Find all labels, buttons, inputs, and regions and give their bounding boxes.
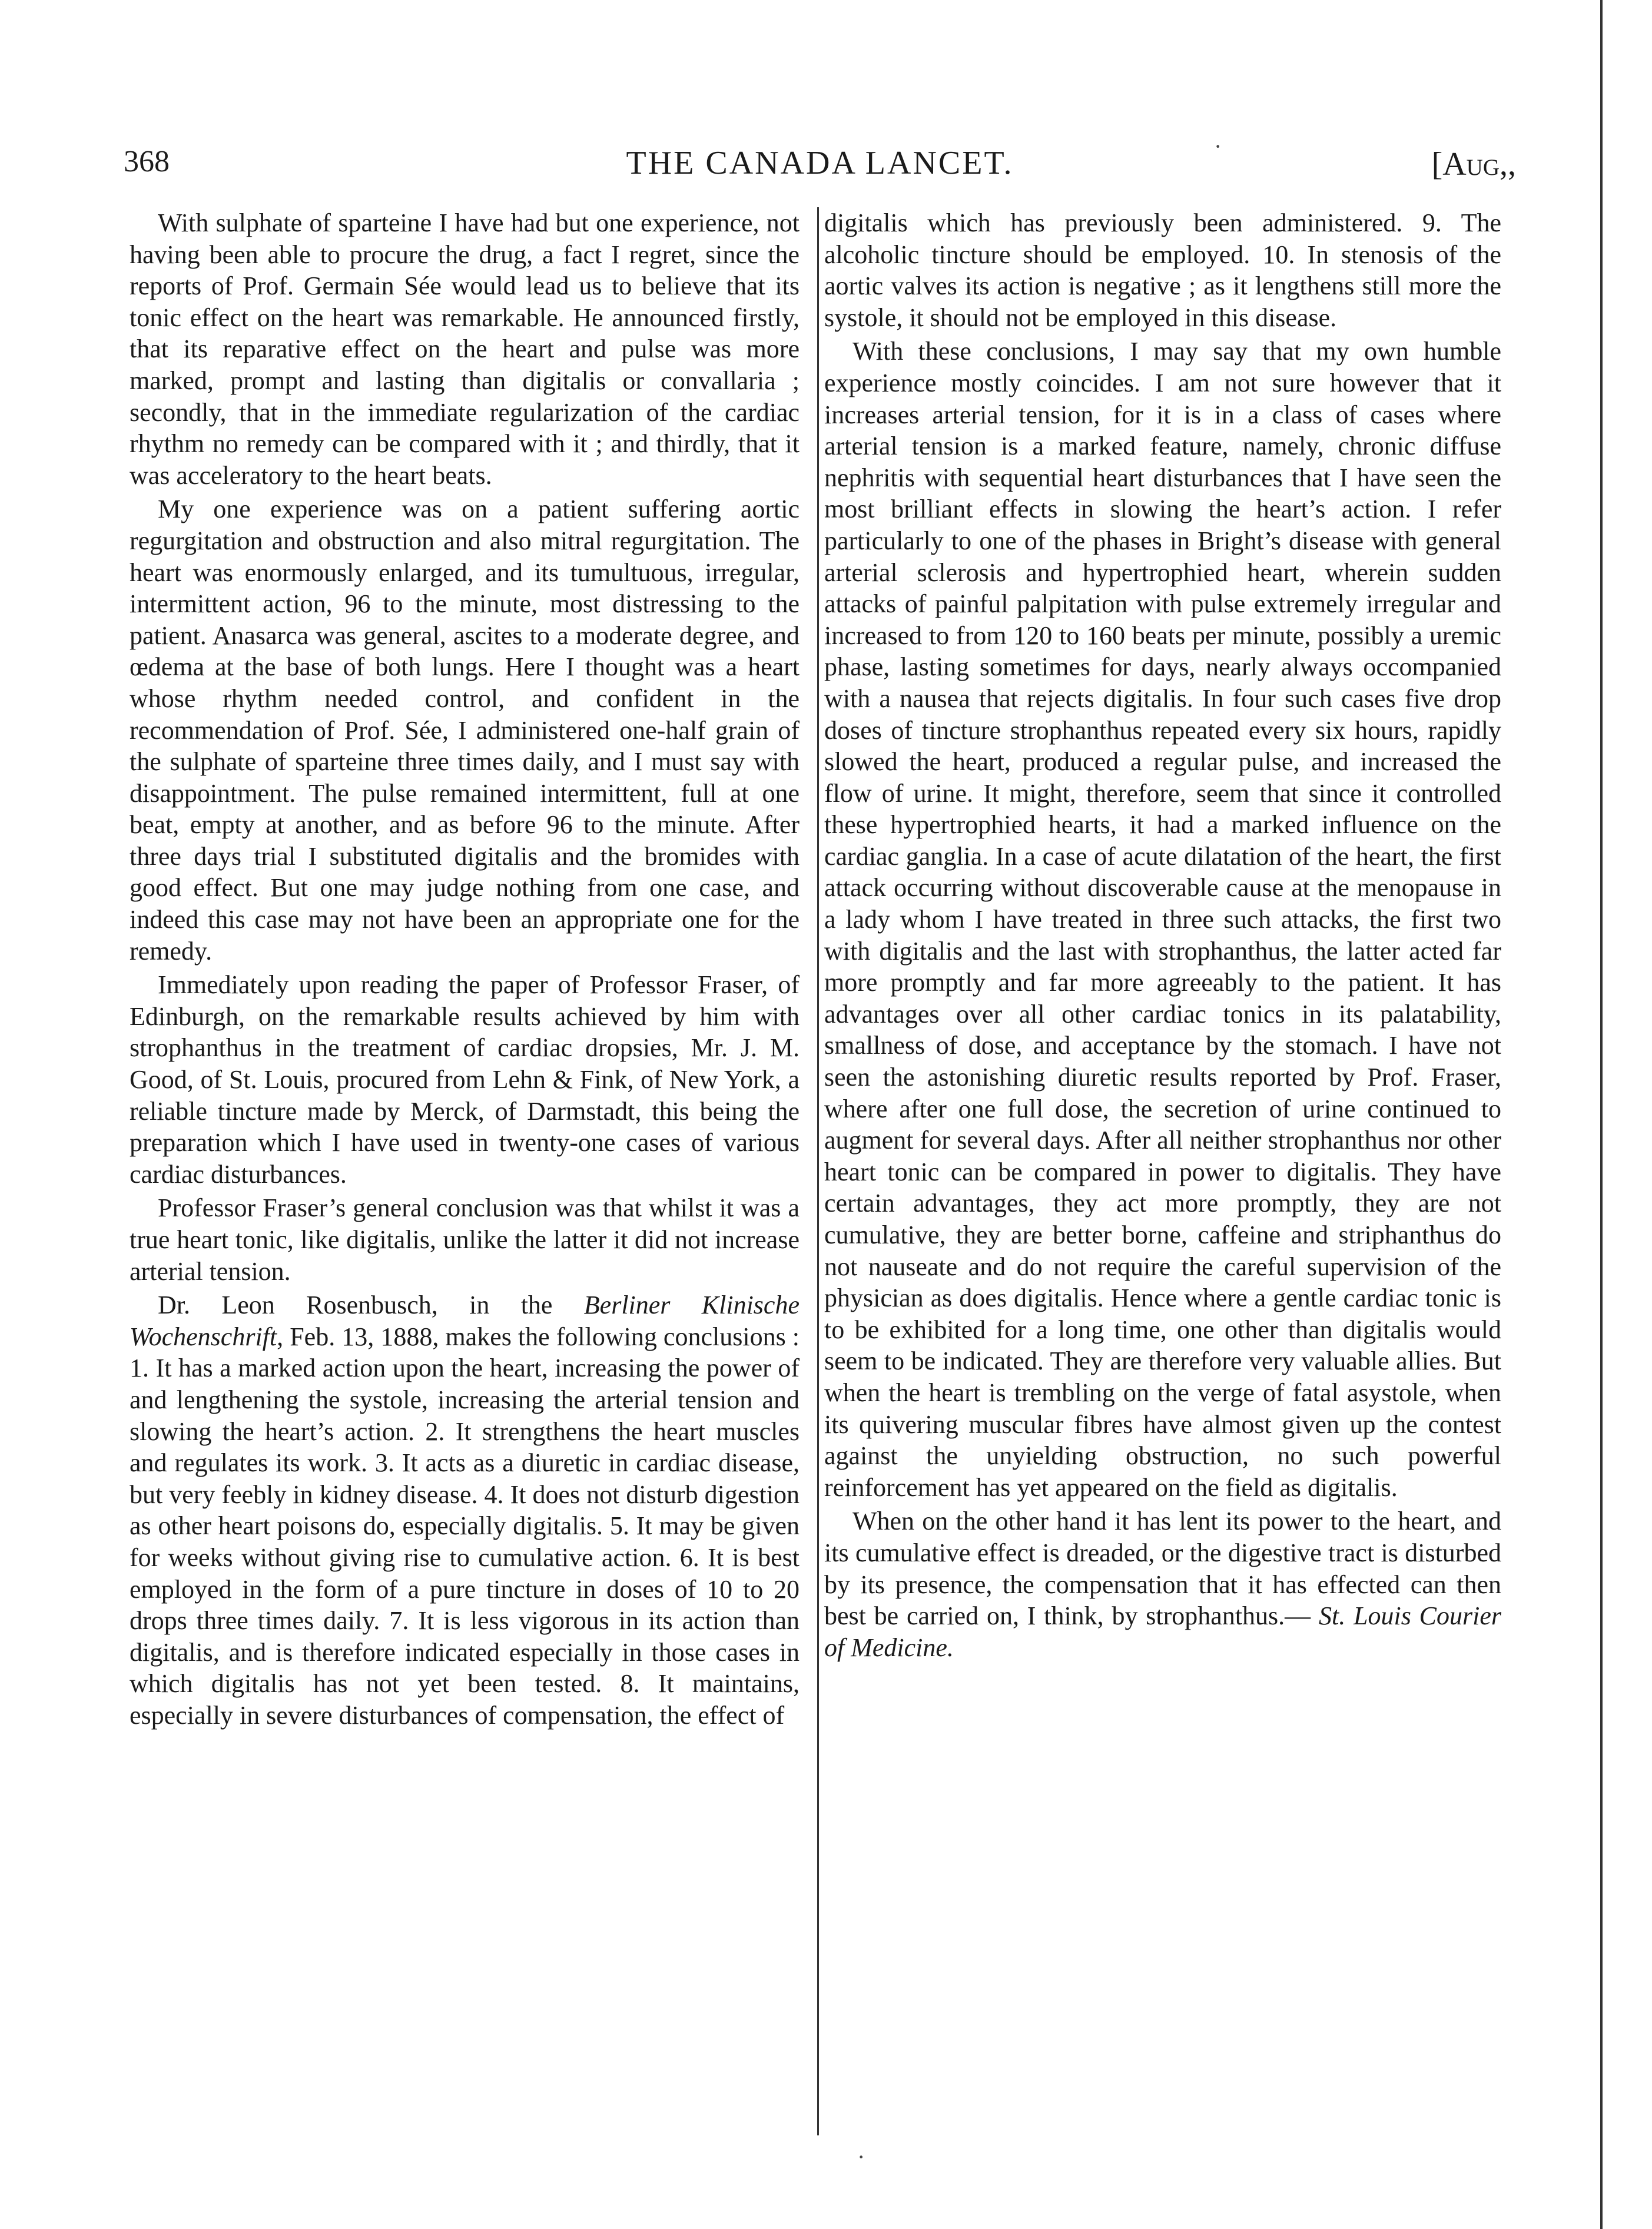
print-speck: · xyxy=(857,2144,865,2170)
right-column xyxy=(824,207,1501,1663)
rosenbusch-list: , Feb. 13, 1888, makes the following conclusions : 1. It has a marked action upon the heart, increasing the power of and lengthening the systole, increasing the arterial tension and slowing the heart’s action. 2. It strengthens the heart muscles and regulates its work. 3. It acts as a diuretic in cardiac disease, but very feebly in kidney disease. 4. It does not disturb digestion as other heart poisons do, especially digitalis. 5. It may be given for weeks without giving rise to cumulative action. 6. It is best employed in the form of a pure tincture in doses of 10 to 20 drops three times daily. 7. It is less vigorous in its action than digitalis, and is therefore indicated especially in those cases in which digitalis has not yet been tested. 8. It maintains, especially in severe disturbances of compensation, the effect of xyxy=(130,1322,800,1730)
paragraph-sparteine-experience: With sulphate of sparteine I have had but one experience, not having been able to procure the drug, a fact I regret, since the reports of Prof. Germain Sée would lead us to believe that its tonic effect on the heart was remarkable. He announced firstly, that its reparative effect on the heart and pulse was more marked, prompt and lasting than digitalis or convallaria ; secondly, that in the immediate regularization of the cardiac rhythm no remedy can be compared with it ; and thirdly, that it was acceleratory to the heart beats. xyxy=(130,208,800,490)
paragraph-fraser-conclusion: Professor Fraser’s general conclusion was that whilst it was a true heart tonic, like digitalis, unlike the latter it did not increase arterial tension. xyxy=(130,1193,800,1286)
journal-citation: Berliner Klinische Wochenschrift xyxy=(130,1291,800,1351)
paragraph-author-experience: With these conclusions, I may say that my own humble experience mostly coincides. I am not sure however that it increases arterial tension, for it is in a class of cases where arterial tension is a marked feature, namely, chronic diffuse nephritis with sequential heart disturbances that I have seen the most brilliant effects in slowing the heart’s action. I refer particularly to one of the phases in Bright’s disease with general arterial sclerosis and hypertrophied heart, wherein sudden attacks of painful palpitation with pulse extremely irregular and increased to from 120 to 160 beats per minute, possibly a uremic phase, lasting sometimes for days, nearly always occompanied with a nausea that rejects digitalis. In four such cases five drop doses of tincture strophanthus repeated every six hours, rapidly slowed the heart, produced a regular pulse, and increased the flow of urine. It might, therefore, seem that since it controlled these hypertrophied hearts, it had a marked influence on the cardiac ganglia. In a case of acute dilatation of the heart, the first attack occurring without discoverable cause at the menopause in a lady whom I have treated in three such attacks, the first two with digitalis and the last with strophanthus, the latter acted far more promptly and far more agreeably to the patient. It has advantages over all other cardiac tonics in its palatability, smallness of dose, and acceptance by the stomach. I have not seen the astonishing diuretic results reported by Prof. Fraser, where after one full dose, the secretion of urine continued to augment for several days. After all neither strophanthus nor other heart tonic can be compared in power to digitalis. They have certain advantages, they act more promptly, they are not cumulative, they are better borne, caffeine and striphanthus do not nauseate and do not require the careful supervision of the physician as does digitalis. Hence where a gentle cardiac tonic is to be exhibited for a long time, one other than digitalis would seem to be indicated. They are therefore very valuable allies. But when the heart is trembling on the verge of fatal asystole, when its quivering muscular fibres have almost given up the contest against the unyielding obstruction, no such powerful reinforcement has yet appeared on the field as digitalis. xyxy=(824,337,1501,1502)
paragraph-conclusions-continued: digitalis which has previously been administered. 9. The alcoholic tincture should be employed. 10. In stenosis of the aortic valves its action is negative ; as it lengthens still more the systole, it should not be employed in this disease. xyxy=(824,208,1501,332)
source-citation: St. Louis Courier of Medicine. xyxy=(824,1601,1501,1662)
running-header xyxy=(124,144,1516,203)
column-divider xyxy=(817,207,819,2135)
journal-title: THE CANADA LANCET. xyxy=(626,145,1014,181)
print-speck: · xyxy=(1214,133,1222,160)
closing-text: When on the other hand it has lent its power to the heart, and its cumulative effect is dreaded, or the digestive tract is disturbed by its presence, the compensation that it has effected can then best be carried on, I think, by strophanthus.— xyxy=(824,1507,1501,1631)
rosenbusch-intro: Dr. Leon Rosenbusch, in the xyxy=(158,1291,584,1320)
page-edge-rule xyxy=(1600,0,1603,2229)
page-number: 368 xyxy=(124,145,170,178)
paragraph-fraser-paper: Immediately upon reading the paper of Professor Fraser, of Edinburgh, on the remarkable results achieved by him with strophanthus in the treatment of cardiac dropsies, Mr. J. M. Good, of St. Louis, procured from Lehn & Fink, of New York, a reliable tincture made by Merck, of Darmstadt, this being the preparation which I have used in twenty-one cases of various cardiac disturbances. xyxy=(130,970,800,1189)
paragraph-patient-case: My one experience was on a patient suffering aortic regurgitation and obstruction and also mitral regurgitation. The heart was enormously enlarged, and its tumultuous, irregular, intermittent action, 96 to the minute, most distressing to the patient. Anasarca was general, ascites to a moderate degree, and œdema at the base of both lungs. Here I thought was a heart whose rhythm needed control, and confident in the recommendation of Prof. Sée, I administered one-half grain of the sulphate of sparteine three times daily, and I must say with disappointment. The pulse remained intermittent, full at one beat, empty at another, and as before 96 to the minute. After three days trial I substituted digitalis and the bromides with good effect. But one may judge nothing from one case, and indeed this case may not have been an appropriate one for the remedy. xyxy=(130,495,800,966)
left-column xyxy=(130,207,800,1732)
paragraph-closing xyxy=(824,1505,1501,1663)
paragraph-rosenbusch-conclusions xyxy=(130,1289,800,1731)
issue-month: [Aug,, xyxy=(1431,146,1516,183)
